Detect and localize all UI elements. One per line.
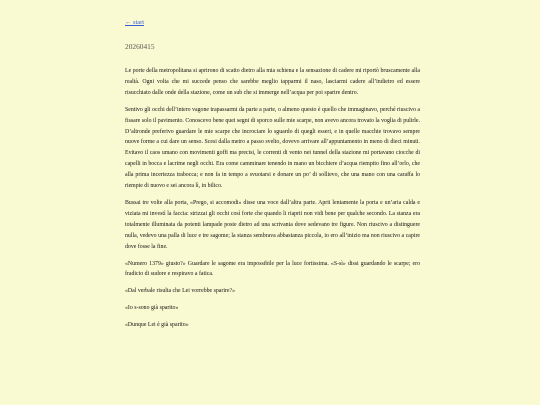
paragraph: Le porte della metropolitana si aprirono di scatto dietro alla mia schiena e la sensazione di cadere mi riportò bruscamente alla realtà. Ogni volta che mi succede penso che sarebbe meglio tapparmi il naso, lasciarmi cadere all’indietro ed essere risucchiato dalle onde della stazione, come un sub che si immerge nell’acqua per poi sparire dentro. [125, 68, 420, 96]
post-page [125, 18, 420, 331]
post-date: 20260415 [125, 42, 155, 51]
paragraph: «Numero 1379» giusto?» Guardare le sagome era impossibile per la luce fortissima. «S-sì» dissi guardando le scarpe; ero fradicio di sudore e respiravo a fatica. [125, 260, 420, 278]
paragraph: Bussai tre volte alla porta, «Prego, si accomodi» disse una voce dall’altra parte. Aprii lentamente la porta e un’aria calda e viziata mi investì la faccia: strizzai gli occhi così forte che quando li riaprii non vidi bene per qualche secondo. La stanza era totalmente illuminata da potenti lampade poste dietro ad una scrivania dove sedevano tre figure. Non riuscivo a distinguere nulla, vedevo una palla di luce e tre sagome; la stanza sembrava abbastanza piccola, io ero all’inizio ma non riuscivo a capire dove fosse la fine. [125, 199, 420, 250]
back-to-start-link[interactable]: ← start [125, 19, 144, 26]
dialogue-line: «Dal verbale risulta che Lei vorrebbe sparire?» [125, 288, 236, 295]
paragraph: Sentivo gli occhi dell’intero vagone trapassarmi da parte a parte, o almeno questo è quello che immaginavo, perché riuscivo a fissare solo il pavimento. Conoscevo bene quei segni di sporco sulle mie scarpe, non avevo ancora trovato la voglia di pulirle. D’altronde preferivo guardare le mie scarpe che incrociare lo sguardo di quegli esseri, e in quelle macchie trovavo sempre nuove forme a cui dare un senso. Scesi dalla metro a passo svelto, dovevo arrivare all’appuntamento in meno di dieci minuti. Evitavo il caos umano con movimenti goffi ma precisi, le correnti di vento nei tunnel della stazione mi portavano ciocche di capelli in bocca e lacrime negli occhi. Era come camminare tenendo in mano un bicchiere d’acqua riempito fino all’orlo, che alla prima incertezza trabocca; e non fa in tempo a svuotarsi e donare un po’ di sollievo, che una mano con una caraffa lo riempie di nuovo e sei ancora lì, in bilico. [125, 106, 420, 190]
dialogue-line: «Dunque Lei è già sparito» [125, 322, 189, 329]
dialogue-line: «Io s-sono già sparito» [125, 305, 179, 312]
